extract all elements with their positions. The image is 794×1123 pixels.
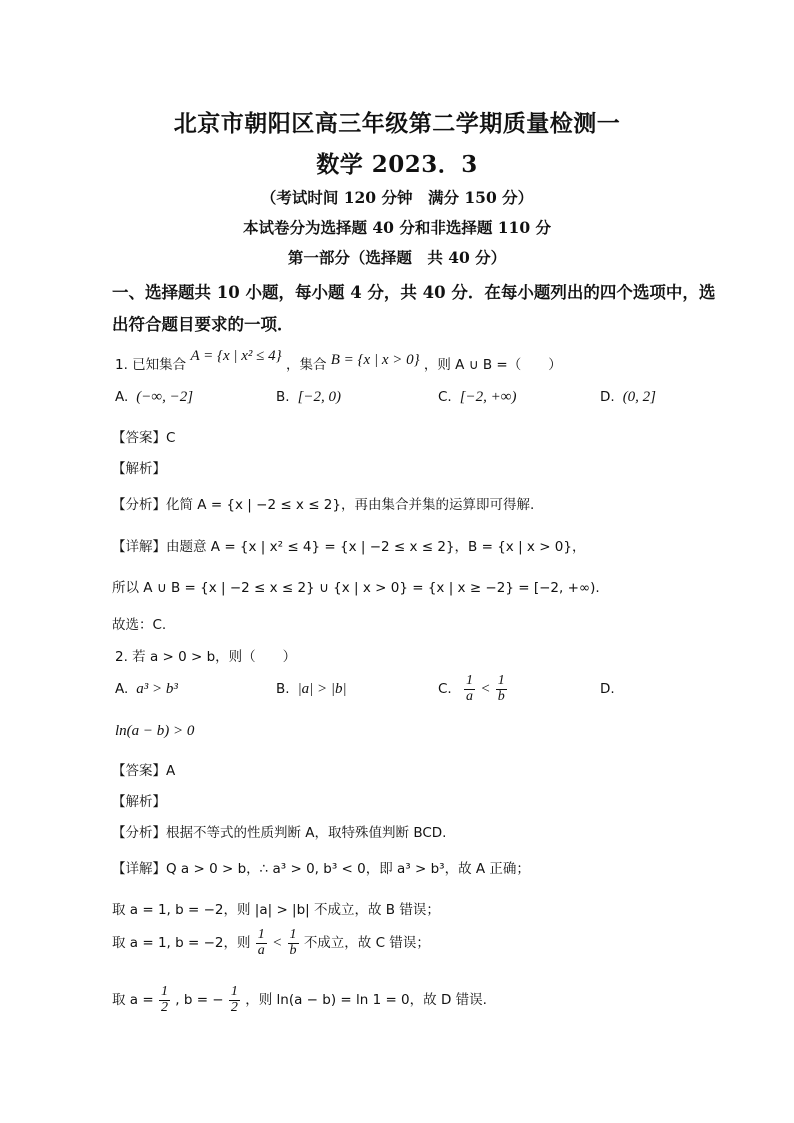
section-instructions-line1: 一、选择题共 10 小题，每小题 4 分，共 40 分．在每小题列出的四个选项中，选 — [112, 283, 716, 302]
q1-set-b: B = {x | x > 0} — [330, 352, 420, 368]
q2-detail-4: 取 a = $\frac{1}{2}$ , b = − $\frac{1}{2}$ ，则 ln(a − b) = ln 1 = 0，故 D 错误. — [112, 984, 487, 1015]
q1-detail: 【详解】由题意 A = {x | x² ≤ 4} = {x | −2 ≤ x ≤ 2}，B = {x | x > 0}， — [112, 539, 586, 555]
q2-option-d-label: D. — [600, 681, 615, 697]
q1-fenxi: 【分析】化简 A = {x | −2 ≤ x ≤ 2}，再由集合并集的运算即可得解. — [112, 497, 535, 513]
q2-detail-2: 取 a = 1, b = −2，则 |a| > |b| 不成立，故 B 错误； — [112, 902, 440, 918]
q1-mid: ，集合 — [285, 357, 327, 373]
q2-option-a: A. a³ > b³ — [115, 681, 178, 697]
q1-option-a: A. (−∞, −2] — [115, 389, 194, 405]
q1-option-d: D. (0, 2] — [600, 389, 657, 405]
q2-fenxi: 【分析】根据不等式的性质判断 A，取特殊值判断 BCD. — [112, 825, 447, 841]
q1-conclusion: 故选：C. — [112, 617, 167, 633]
q1-option-c: C. [−2, +∞) — [438, 389, 517, 405]
q2-detail-1: 【详解】Q a > 0 > b，∴ a³ > 0, b³ < 0，即 a³ > b³，故 A 正确； — [112, 861, 530, 877]
q1-answer: 【答案】C — [112, 430, 176, 446]
exam-time-info: （考试时间 120 分钟 满分 150 分） — [260, 188, 534, 207]
section-instructions-line2: 出符合题目要求的一项． — [112, 315, 294, 334]
part-heading: 第一部分（选择题 共 40 分） — [287, 248, 507, 267]
q2-detail-3: 取 a = 1, b = −2，则 $\frac{1}{a}$ < $\frac{1}{b}$ 不成立，故 C 错误； — [112, 927, 430, 958]
exam-subtitle: 数学 2023．3 — [316, 151, 478, 178]
q1-detail-2: 所以 A ∪ B = {x | −2 ≤ x ≤ 2} ∪ {x | x > 0} = {x | x ≥ −2} = [−2, +∞). — [112, 580, 600, 596]
exam-composition: 本试卷分为选择题 40 分和非选择题 110 分 — [242, 218, 551, 237]
q1-ask: ，则 A ∪ B =（ ） — [423, 357, 562, 373]
exam-title: 北京市朝阳区高三年级第二学期质量检测一 — [173, 110, 621, 137]
q1-analysis-tag: 【解析】 — [112, 461, 166, 477]
q2-detail-4-frac-b: $\frac{1}{2}$ — [230, 984, 238, 1015]
q2-detail-4-frac-a: $\frac{1}{2}$ — [160, 984, 168, 1015]
q1-option-b: B. [−2, 0) — [276, 389, 342, 405]
q1-prefix: 1. 已知集合 — [115, 357, 187, 373]
q2-detail-3-frac-2: $\frac{1}{b}$ — [289, 927, 297, 958]
q2-option-c-frac-2: $\frac{1}{b}$ — [497, 673, 505, 704]
q1-set-a: A = {x | x² ≤ 4} — [190, 348, 282, 364]
q2-option-c-frac-1: $\frac{1}{a}$ — [466, 673, 474, 704]
q2-option-d-value: ln(a − b) > 0 — [115, 723, 195, 739]
q2-option-b: B. |a| > |b| — [276, 681, 347, 697]
question-2-stem: 2. 若 a > 0 > b，则（ ） — [115, 649, 297, 665]
question-1-stem — [115, 348, 562, 374]
q2-answer: 【答案】A — [112, 763, 176, 779]
q2-detail-3-frac-1: $\frac{1}{a}$ — [257, 927, 265, 958]
q2-option-c: C. $\frac{1}{a}$ < $\frac{1}{b}$ — [438, 673, 505, 704]
q2-analysis-tag: 【解析】 — [112, 794, 166, 810]
